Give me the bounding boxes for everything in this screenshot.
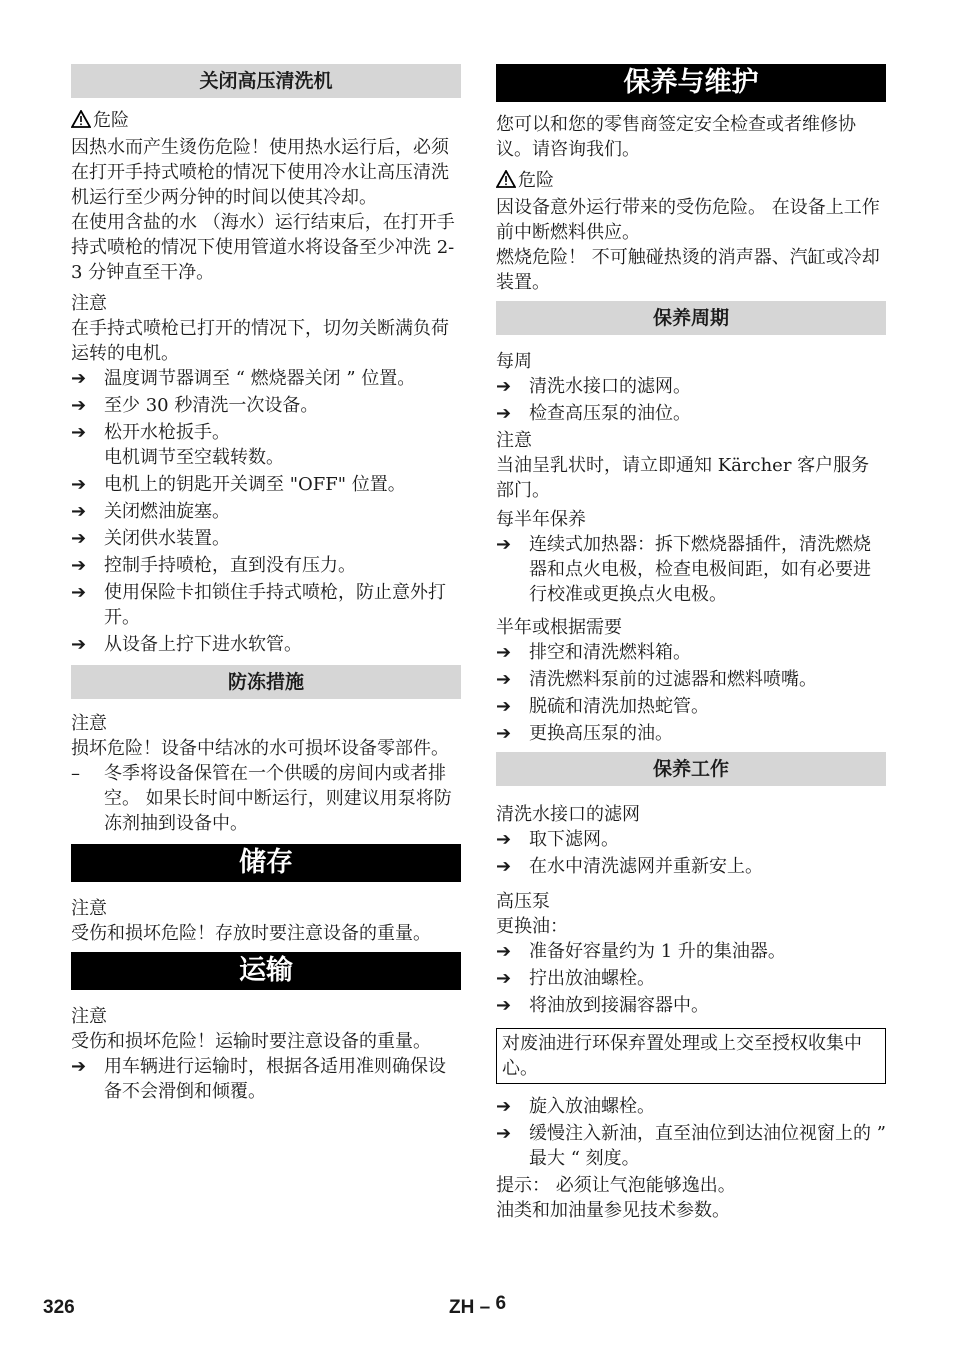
- arrow-right-icon: ➔: [496, 696, 512, 717]
- list-item: ➔ 旋入放油螺栓。: [496, 1096, 655, 1117]
- list-item: ➔ 松开水枪扳手。 电机调节至空载转数。: [71, 422, 284, 468]
- list-item: ➔ 从设备上拧下进水软管。: [71, 634, 302, 655]
- list-item: ➔ 温度调节器调至 “ 燃烧器关闭 ” 位置。: [71, 368, 416, 389]
- list-item: ➔ 检查高压泵的油位。: [496, 403, 691, 424]
- arrow-right-icon: ➔: [71, 555, 87, 576]
- weekly-label: 每周: [496, 351, 532, 372]
- heading-transport: 运输: [71, 952, 461, 990]
- list-item: ➔ 控制手持喷枪，直到没有压力。: [71, 555, 356, 576]
- footer-lang: ZH: [449, 1297, 475, 1318]
- frost-note-text: 损坏危险！设备中结冰的水可损坏设备零部件。: [71, 738, 449, 759]
- list-item: ➔ 关闭供水装置。: [71, 528, 230, 549]
- hint-text: 提示： 必须让气泡能够逸出。: [496, 1175, 736, 1196]
- storage-note-label: 注意: [71, 898, 107, 919]
- shutdown-steps-list: [71, 366, 461, 657]
- arrow-right-icon: ➔: [496, 941, 512, 962]
- page-number: 326: [43, 1297, 75, 1318]
- list-item: ➔ 准备好容量约为 1 升的集油器。: [496, 941, 786, 962]
- arrow-right-icon: ➔: [496, 856, 512, 877]
- list-item: ➔ 脱硫和清洗加热蛇管。: [496, 696, 709, 717]
- list-item: ➔ 清洗水接口的滤网。: [496, 376, 691, 397]
- footer-section: [449, 1293, 507, 1319]
- arrow-right-icon: ➔: [71, 474, 87, 495]
- pump-label: 高压泵: [496, 891, 550, 912]
- heading-frost: 防冻措施: [71, 665, 461, 699]
- maintenance-danger-1: 因设备意外运行带来的受伤危险。 在设备上工作前中断燃料供应。: [496, 197, 880, 243]
- list-item: ➔ 拧出放油螺栓。: [496, 968, 655, 989]
- arrow-right-icon: ➔: [496, 1096, 512, 1117]
- arrow-right-icon: ➔: [496, 1123, 512, 1144]
- arrow-right-icon: ➔: [71, 501, 87, 522]
- danger-label: 危险: [518, 170, 554, 191]
- danger-paragraph-1: 因热水而产生烫伤危险！使用热水运行后，必须在打开手持式喷枪的情况下使用冷水让高压清洗机运行至少两分钟的时间以使其冷却。: [71, 137, 449, 208]
- frost-note-label: 注意: [71, 713, 107, 734]
- arrow-right-icon: ➔: [71, 634, 87, 655]
- maintenance-danger-row: [496, 168, 886, 195]
- list-item: – 冬季将设备保管在一个供暖的房间内或者排空。 如果长时间中断运行，则建议用泵将防冻剂抽到设备中。: [71, 763, 452, 834]
- transport-steps-list: [71, 1054, 461, 1104]
- asneeded-label: 半年或根据需要: [496, 617, 622, 638]
- halfyear-label: 每半年保养: [496, 509, 586, 530]
- waste-oil-note-box: 对废油进行环保弃置处理或上交至授权收集中心。: [496, 1028, 886, 1084]
- heading-shutdown: 关闭高压清洗机: [71, 64, 461, 98]
- footer-subpage: 6: [495, 1293, 507, 1314]
- transport-note-label: 注意: [71, 1006, 107, 1027]
- spec-text: 油类和加油量参见技术参数。: [496, 1200, 730, 1221]
- arrow-right-icon: ➔: [496, 642, 512, 663]
- list-item: ➔ 至少 30 秒清洗一次设备。: [71, 395, 319, 416]
- oil-steps-2-list: [496, 1094, 886, 1171]
- arrow-right-icon: ➔: [71, 582, 87, 603]
- list-item: ➔ 使用保险卡扣锁住手持式喷枪，防止意外打开。: [71, 582, 446, 628]
- heading-storage: 储存: [71, 844, 461, 882]
- arrow-right-icon: ➔: [496, 669, 512, 690]
- footer-dash: –: [479, 1297, 491, 1318]
- filter-label: 清洗水接口的滤网: [496, 804, 640, 825]
- list-item: ➔ 取下滤网。: [496, 829, 619, 850]
- heading-interval: 保养周期: [496, 301, 886, 335]
- list-item: ➔ 清洗燃料泵前的过滤器和燃料喷嘴。: [496, 669, 817, 690]
- arrow-right-icon: ➔: [71, 395, 87, 416]
- oil-steps-list: [496, 939, 886, 1018]
- list-item: ➔ 电机上的钥匙开关调至 "OFF" 位置。: [71, 474, 406, 495]
- arrow-right-icon: ➔: [71, 528, 87, 549]
- frost-dash-list: [71, 761, 461, 836]
- note-text: 在手持式喷枪已打开的情况下，切勿关断满负荷运转的电机。: [71, 318, 449, 364]
- danger-paragraph-2: 在使用含盐的水 （海水）运行结束后，在打开手持式喷枪的情况下使用管道水将设备至少冲洗 2-3 分钟直至干净。: [71, 212, 455, 283]
- arrow-right-icon: ➔: [496, 968, 512, 989]
- weekly-steps-list: [496, 374, 886, 426]
- arrow-right-icon: ➔: [71, 368, 87, 389]
- dash-marker: –: [71, 763, 80, 784]
- arrow-right-icon: ➔: [496, 534, 512, 555]
- list-item: ➔ 将油放到接漏容器中。: [496, 995, 709, 1016]
- halfyear-steps-list: [496, 532, 886, 607]
- maintenance-danger-2: 燃烧危险！ 不可触碰热烫的消声器、汽缸或冷却装置。: [496, 247, 880, 293]
- transport-note-text: 受伤和损坏危险！运输时要注意设备的重量。: [71, 1031, 431, 1052]
- oil-label: 更换油：: [496, 916, 568, 937]
- arrow-right-icon: ➔: [496, 995, 512, 1016]
- asneeded-steps-list: [496, 640, 886, 746]
- left-column: [71, 64, 461, 1106]
- arrow-right-icon: ➔: [496, 403, 512, 424]
- arrow-right-icon: ➔: [71, 422, 87, 443]
- arrow-right-icon: ➔: [71, 1056, 87, 1077]
- interval-note-label: 注意: [496, 430, 532, 451]
- maintenance-intro: 您可以和您的零售商签定安全检查或者维修协议。请咨询我们。: [496, 114, 856, 160]
- arrow-right-icon: ➔: [496, 376, 512, 397]
- list-item: ➔ 更换高压泵的油。: [496, 723, 673, 744]
- list-item: ➔ 用车辆进行运输时，根据各适用准则确保设备不会滑倒和倾覆。: [71, 1056, 446, 1102]
- arrow-right-icon: ➔: [496, 723, 512, 744]
- danger-label-row: [71, 108, 461, 135]
- danger-label: 危险: [93, 110, 129, 131]
- list-item: ➔ 排空和清洗燃料箱。: [496, 642, 691, 663]
- storage-note-text: 受伤和损坏危险！存放时要注意设备的重量。: [71, 923, 431, 944]
- filter-steps-list: [496, 827, 886, 879]
- warning-triangle-icon: [71, 110, 93, 135]
- list-item: ➔ 关闭燃油旋塞。: [71, 501, 230, 522]
- interval-note-text: 当油呈乳状时，请立即通知 Kärcher 客户服务部门。: [496, 455, 870, 501]
- arrow-right-icon: ➔: [496, 829, 512, 850]
- list-item: ➔ 连续式加热器：拆下燃烧器插件，清洗燃烧器和点火电极，检查电极间距，如有必要进行校准或更换点火电极。: [496, 534, 871, 605]
- right-column: [496, 64, 886, 1223]
- list-item: ➔ 缓慢注入新油，直至油位到达油位视窗上的 ” 最大 “ 刻度。: [496, 1123, 886, 1169]
- heading-maintenance: 保养与维护: [496, 64, 886, 102]
- warning-triangle-icon: [496, 170, 518, 195]
- heading-work: 保养工作: [496, 752, 886, 786]
- note-label: 注意: [71, 293, 107, 314]
- list-item: ➔ 在水中清洗滤网并重新安上。: [496, 856, 763, 877]
